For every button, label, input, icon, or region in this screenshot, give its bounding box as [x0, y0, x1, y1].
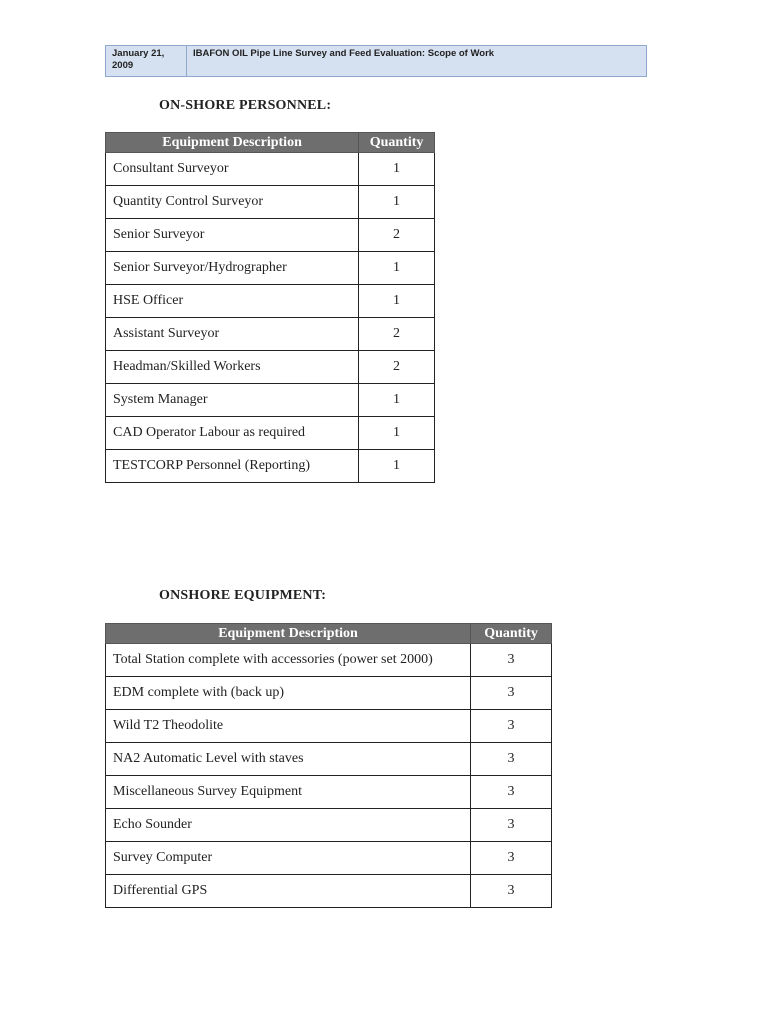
column-header-quantity: Quantity	[359, 133, 435, 153]
row-quantity: 1	[359, 450, 435, 483]
row-quantity: 1	[359, 252, 435, 285]
row-quantity: 2	[359, 351, 435, 384]
row-quantity: 2	[359, 318, 435, 351]
table-row	[106, 710, 552, 743]
onshore-personnel-table	[105, 132, 435, 483]
row-quantity: 3	[471, 677, 552, 710]
row-description: Miscellaneous Survey Equipment	[106, 776, 471, 809]
row-quantity: 1	[359, 285, 435, 318]
table-header-row	[106, 133, 435, 153]
row-description: System Manager	[106, 384, 359, 417]
row-quantity: 3	[471, 743, 552, 776]
row-description: Headman/Skilled Workers	[106, 351, 359, 384]
row-description: CAD Operator Labour as required	[106, 417, 359, 450]
row-description: Total Station complete with accessories (power set 2000)	[106, 644, 471, 677]
table-row	[106, 285, 435, 318]
onshore-equipment-heading: ONSHORE EQUIPMENT:	[159, 588, 327, 603]
row-description: Differential GPS	[106, 875, 471, 908]
row-quantity: 3	[471, 842, 552, 875]
row-description: Survey Computer	[106, 842, 471, 875]
row-quantity: 3	[471, 875, 552, 908]
table-row	[106, 743, 552, 776]
table-row	[106, 450, 435, 483]
row-quantity: 3	[471, 776, 552, 809]
row-quantity: 1	[359, 153, 435, 186]
header-date: January 21, 2009	[106, 46, 187, 76]
table-row	[106, 875, 552, 908]
row-quantity: 3	[471, 710, 552, 743]
row-description: Senior Surveyor	[106, 219, 359, 252]
row-description: EDM complete with (back up)	[106, 677, 471, 710]
row-description: Echo Sounder	[106, 809, 471, 842]
running-header	[105, 45, 647, 77]
row-quantity: 3	[471, 644, 552, 677]
row-quantity: 3	[471, 809, 552, 842]
table-row	[106, 809, 552, 842]
row-quantity: 2	[359, 219, 435, 252]
row-quantity: 1	[359, 186, 435, 219]
row-description: HSE Officer	[106, 285, 359, 318]
table-row	[106, 219, 435, 252]
column-header-quantity: Quantity	[471, 624, 552, 644]
row-quantity: 1	[359, 417, 435, 450]
row-description: Assistant Surveyor	[106, 318, 359, 351]
column-header-description: Equipment Description	[106, 133, 359, 153]
table-row	[106, 776, 552, 809]
onshore-equipment-table	[105, 623, 552, 908]
row-quantity: 1	[359, 384, 435, 417]
table-row	[106, 677, 552, 710]
table-header-row	[106, 624, 552, 644]
row-description: Consultant Surveyor	[106, 153, 359, 186]
table-row	[106, 153, 435, 186]
row-description: Senior Surveyor/Hydrographer	[106, 252, 359, 285]
row-description: NA2 Automatic Level with staves	[106, 743, 471, 776]
table-row	[106, 384, 435, 417]
table-row	[106, 351, 435, 384]
table-row	[106, 644, 552, 677]
table-row	[106, 417, 435, 450]
row-description: Wild T2 Theodolite	[106, 710, 471, 743]
onshore-personnel-heading: ON-SHORE PERSONNEL:	[159, 98, 332, 113]
row-description: Quantity Control Surveyor	[106, 186, 359, 219]
table-row	[106, 842, 552, 875]
column-header-description: Equipment Description	[106, 624, 471, 644]
table-row	[106, 318, 435, 351]
table-row	[106, 252, 435, 285]
table-row	[106, 186, 435, 219]
header-title: IBAFON OIL Pipe Line Survey and Feed Evaluation: Scope of Work	[193, 48, 495, 59]
row-description: TESTCORP Personnel (Reporting)	[106, 450, 359, 483]
